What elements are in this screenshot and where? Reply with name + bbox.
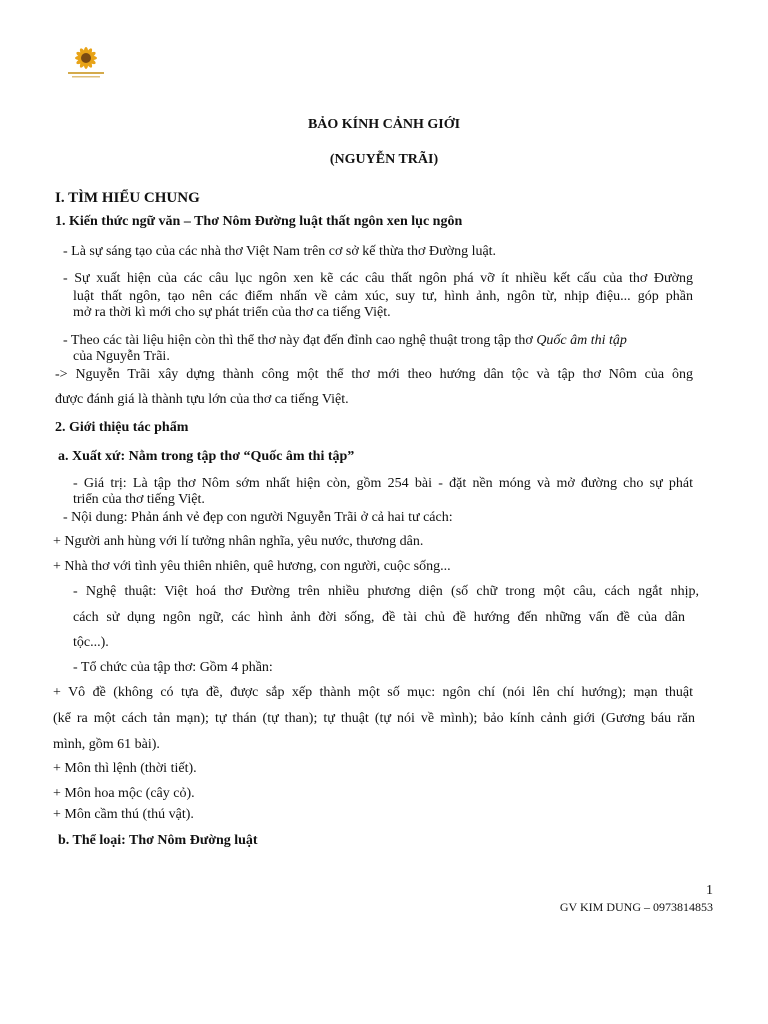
paragraph-2-line-2: luật thất ngôn, tạo nên các điểm nhấn về cảm xúc, suy tư, hình ảnh, ngôn từ, nhịp điệu... góp phần xyxy=(73,289,693,304)
paragraph-9-line-1: - Nghệ thuật: Việt hoá thơ Đường trên nhiều phương diện (số chữ trong một câu, cách ngắt nhịp, xyxy=(73,584,699,599)
paragraph-7: + Người anh hùng với lí tưởng nhân nghĩa, yêu nước, thương dân. xyxy=(53,534,424,549)
paragraph-4-line-2: được đánh giá là thành tựu lớn của thơ ca tiếng Việt. xyxy=(55,392,349,407)
subheading-2: 2. Giới thiệu tác phẩm xyxy=(55,420,189,435)
paragraph-14: + Môn cầm thú (thú vật). xyxy=(53,807,194,822)
paragraph-2-line-1: - Sự xuất hiện của các câu lục ngôn xen kẽ các câu thất ngôn phá vỡ ít nhiều kết cấu của thơ Đường xyxy=(63,271,693,286)
paragraph-11-line-2: (kể ra một cách tản mạn); tự thán (tự than); tự thuật (tự nói về mình); bảo kính cảnh giới (Gương báu răn xyxy=(53,711,695,726)
subheading-2a: a. Xuất xứ: Nằm trong tập thơ “Quốc âm thi tập” xyxy=(58,449,355,464)
paragraph-1: - Là sự sáng tạo của các nhà thơ Việt Nam trên cơ sở kế thừa thơ Đường luật. xyxy=(63,244,497,259)
document-author: (NGUYỄN TRÃI) xyxy=(329,152,439,167)
paragraph-11-line-1: + Vô đề (không có tựa đề, được sắp xếp thành một số mục: ngôn chí (nói lên chí hướng); mạn thuật xyxy=(53,685,693,700)
paragraph-2-line-3: mở ra thời kì mới cho sự phát triển của thơ ca tiếng Việt. xyxy=(73,305,391,320)
subheading-1: 1. Kiến thức ngữ văn – Thơ Nôm Đường luật thất ngôn xen lục ngôn xyxy=(55,214,463,229)
paragraph-3-italic: Quốc âm thi tập xyxy=(536,333,627,348)
section-heading-1: I. TÌM HIỂU CHUNG xyxy=(55,190,200,206)
paragraph-4-line-1: -> Nguyễn Trãi xây dựng thành công một thể thơ mới theo hướng dân tộc và tập thơ Nôm của ông xyxy=(55,367,693,382)
paragraph-11-line-3: mình, gồm 61 bài). xyxy=(53,737,160,752)
page-number: 1 xyxy=(706,883,713,898)
paragraph-8: + Nhà thơ với tình yêu thiên nhiên, quê hương, con người, cuộc sống... xyxy=(53,559,451,574)
document-title: BẢO KÍNH CẢNH GIỚI xyxy=(307,117,461,132)
paragraph-3-line-2: của Nguyễn Trãi. xyxy=(73,349,170,364)
paragraph-9-line-3: tộc...). xyxy=(73,635,109,650)
paragraph-5-line-1: - Giá trị: Là tập thơ Nôm sớm nhất hiện còn, gồm 254 bài - đặt nền móng và mở đường cho sự phát xyxy=(73,476,693,491)
paragraph-10: - Tổ chức của tập thơ: Gồm 4 phần: xyxy=(73,660,273,675)
sun-icon xyxy=(75,47,97,69)
paragraph-12: + Môn thì lệnh (thời tiết). xyxy=(53,761,197,776)
paragraph-5-line-2: triển của thơ tiếng Việt. xyxy=(73,492,205,507)
sun-flower-logo xyxy=(60,44,112,84)
paragraph-3-line-1 xyxy=(63,334,627,348)
paragraph-9-line-2: cách sử dụng ngôn ngữ, các hình ảnh đời sống, đề tài chủ đề hướng đến những vấn đề của dân xyxy=(73,610,685,625)
paragraph-6: - Nội dung: Phản ánh vẻ đẹp con người Nguyễn Trãi ở cả hai tư cách: xyxy=(63,510,453,525)
paragraph-13: + Môn hoa mộc (cây cỏ). xyxy=(53,786,195,801)
paragraph-3-text: - Theo các tài liệu hiện còn thì thể thơ này đạt đến đỉnh cao nghệ thuật trong tập thơ xyxy=(63,333,533,348)
footer-credit: GV KIM DUNG – 0973814853 xyxy=(559,900,713,914)
subheading-2b: b. Thể loại: Thơ Nôm Đường luật xyxy=(58,833,258,848)
